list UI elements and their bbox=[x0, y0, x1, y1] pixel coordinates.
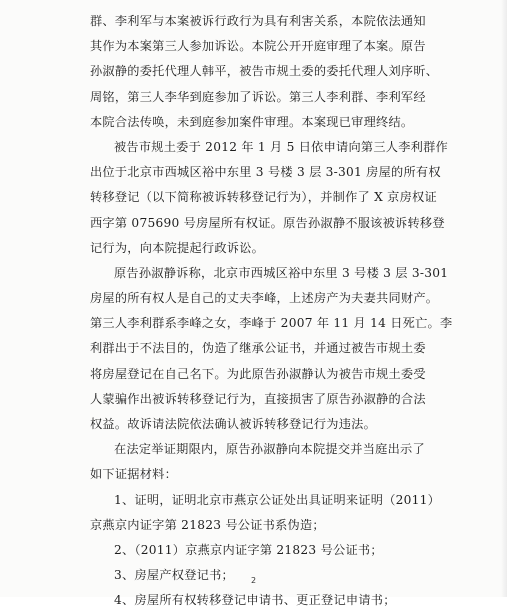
text-line: 第三人李利群系李峰之女，李峰于 2007 年 11 月 14 日死亡。李 bbox=[90, 316, 453, 331]
text-line: 如下证据材料： bbox=[90, 467, 178, 482]
text-line: 在法定举证期限内，原告孙淑静向本院提交并当庭出示了 bbox=[114, 442, 425, 457]
page-edge-shadow bbox=[501, 0, 507, 597]
text-line: 群、李利军与本案被诉行政行为具有利害关系，本院依法通知 bbox=[90, 14, 426, 28]
text-line: 原告孙淑静诉称，北京市西城区裕中东里 3 号楼 3 层 3-301 bbox=[114, 265, 449, 280]
text-line: 周铭，第三人李华到庭参加了诉讼。第三人李利群、李利军经 bbox=[90, 89, 426, 104]
text-line: 1、证明，证明北京市燕京公证处出具证明来证明（2011） bbox=[114, 492, 441, 507]
text-line: 其作为本案第三人参加诉讼。本院公开开庭审理了本案。原告 bbox=[90, 39, 426, 54]
text-line: 2、（2011）京燕京内证字第 21823 号公证书； bbox=[114, 542, 383, 557]
text-line: 京燕京内证字第 21823 号公证书系伪造； bbox=[90, 517, 325, 532]
text-line: 权益。故诉请法院依法确认被诉转移登记行为违法。 bbox=[90, 417, 377, 431]
text-line: 记行为，向本院提起行政诉讼。 bbox=[90, 240, 265, 255]
text-line: 转移登记（以下简称被诉转移登记行为），并制作了 X 京房权证 bbox=[90, 190, 437, 205]
text-line: 房屋的所有权人是自己的丈夫李峰，上述房产为夫妻共同财产。 bbox=[90, 291, 439, 306]
text-line: 人蒙骗作出被诉转移登记行为，直接损害了原告孙淑静的合法 bbox=[90, 391, 426, 406]
text-line: 出位于北京市西城区裕中东里 3 号楼 3 层 3-301 房屋的所有权 bbox=[90, 165, 441, 180]
text-lines bbox=[90, 9, 453, 614]
text-line: 西字第 075690 号房屋所有权证。原告孙淑静不服该被诉转移登 bbox=[90, 215, 445, 230]
text-line: 4、房屋所有权转移登记申请书、更正登记申请书； bbox=[114, 593, 396, 608]
page-number: 2 bbox=[250, 576, 257, 585]
document-body bbox=[90, 9, 453, 614]
text-line: 孙淑静的委托代理人韩平，被告市规土委的委托代理人刘序昕、 bbox=[90, 64, 439, 79]
text-line: 本院合法传唤，未到庭参加案件审理。本案现已审理终结。 bbox=[90, 114, 414, 129]
text-line: 利群出于不法目的，伪造了继承公证书，并通过被告市规土委 bbox=[90, 341, 426, 356]
text-line: 将房屋登记在自己名下。为此原告孙淑静认为被告市规土委受 bbox=[90, 366, 426, 381]
text-line: 被告市规土委于 2012 年 1 月 5 日依申请向第三人李利群作 bbox=[114, 139, 448, 154]
text-line: 3、房屋产权登记书； bbox=[114, 568, 234, 583]
